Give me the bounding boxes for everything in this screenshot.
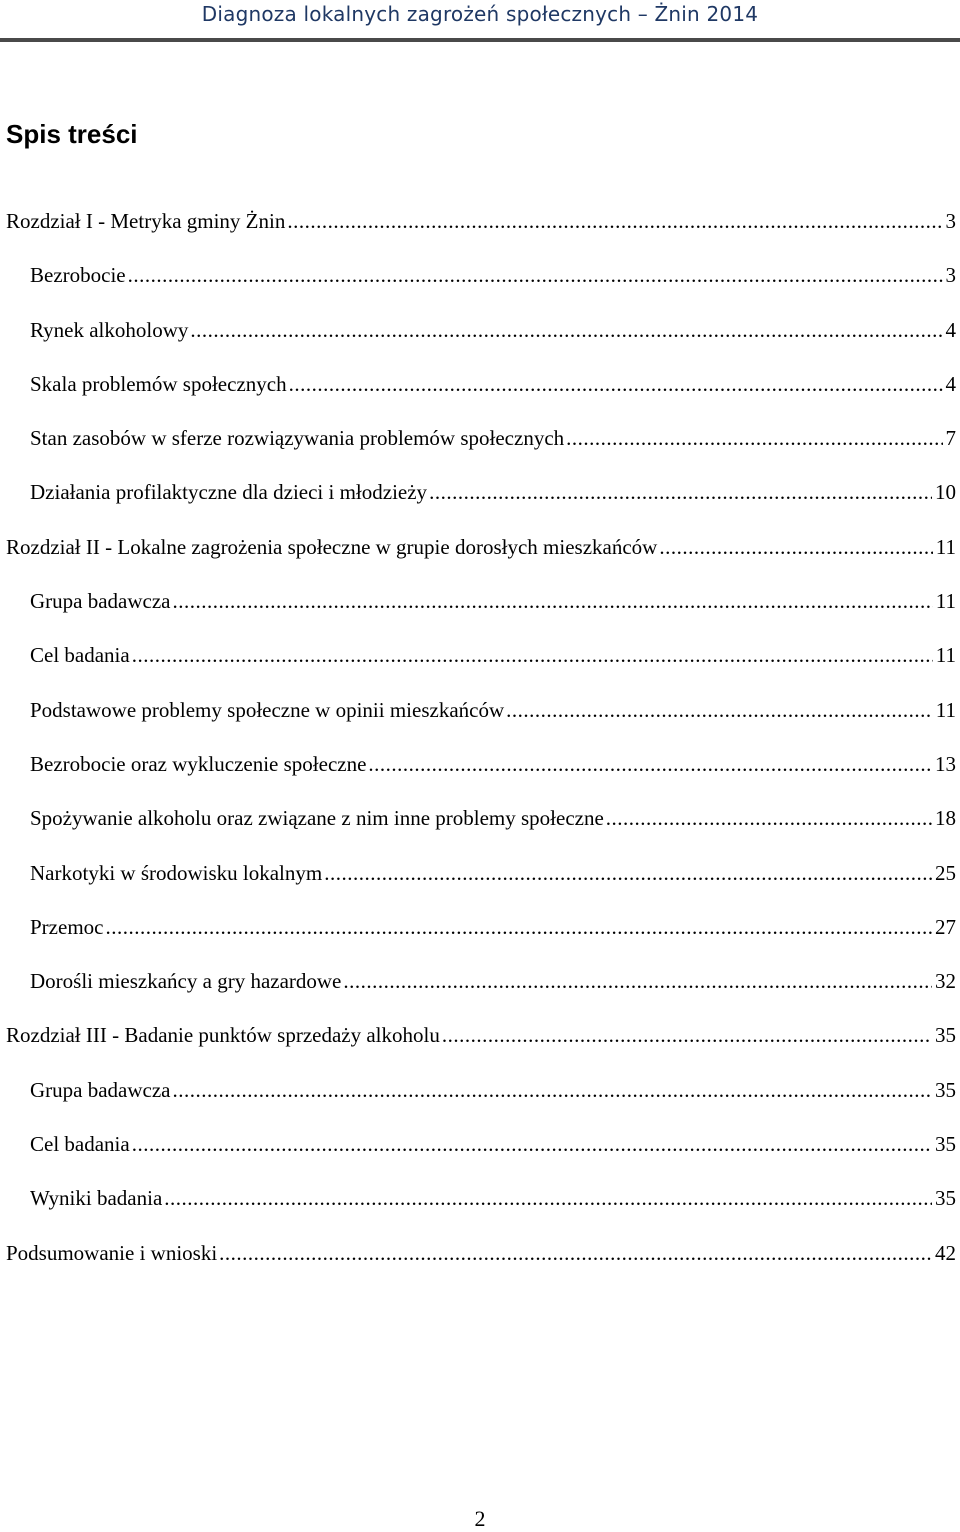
toc-entry[interactable]: [0, 258, 956, 312]
toc-entry-title: Podstawowe problemy społeczne w opinii mieszkańców: [30, 697, 505, 722]
toc-entry[interactable]: [0, 475, 956, 529]
toc-entry[interactable]: [0, 367, 956, 421]
toc-entry[interactable]: [0, 204, 956, 258]
toc-entry-page: 42: [935, 1240, 956, 1265]
dot-leader: [190, 313, 942, 347]
toc-entry-page: 11: [935, 697, 956, 722]
toc-entry[interactable]: [0, 421, 956, 475]
toc-entry[interactable]: [0, 584, 956, 638]
toc-entry[interactable]: [0, 1181, 956, 1235]
dot-leader: [368, 747, 932, 781]
toc-entry-title: Przemoc: [30, 914, 104, 939]
page-number: 2: [474, 1506, 486, 1531]
dot-leader: [287, 204, 942, 238]
dot-leader: [659, 530, 932, 564]
toc-entry-page: 35: [935, 1077, 956, 1102]
toc-entry-page: 32: [935, 969, 956, 994]
toc-entry[interactable]: [0, 1073, 956, 1127]
toc-entry-title: Cel badania: [30, 643, 130, 668]
dot-leader: [128, 258, 943, 292]
dot-leader: [324, 856, 932, 890]
toc-entry-page: 11: [935, 643, 956, 668]
toc-entry-page: 3: [945, 209, 956, 233]
toc-entry[interactable]: [0, 1236, 956, 1290]
dot-leader: [289, 367, 943, 401]
toc-entry-title: Grupa badawcza: [30, 589, 171, 614]
toc-entry-page: 11: [935, 534, 956, 559]
toc-entry-page: 35: [935, 1186, 956, 1211]
toc-entry-title: Rozdział I - Metryka gminy Żnin: [6, 209, 286, 233]
toc-entry[interactable]: [0, 856, 956, 910]
toc-entry-title: Skala problemów społecznych: [30, 371, 287, 396]
dot-leader: [566, 421, 942, 455]
table-of-contents: [0, 204, 956, 1290]
toc-entry-page: 4: [945, 371, 956, 396]
toc-entry-title: Bezrobocie: [30, 263, 126, 288]
dot-leader: [132, 638, 933, 672]
toc-entry-title: Wyniki badania: [30, 1186, 163, 1211]
toc-entry[interactable]: [0, 1018, 956, 1072]
toc-entry-title: Rynek alkoholowy: [30, 317, 189, 342]
dot-leader: [442, 1018, 932, 1052]
toc-entry-page: 27: [935, 914, 956, 939]
toc-entry[interactable]: [0, 1127, 956, 1181]
toc-entry[interactable]: [0, 801, 956, 855]
dot-leader: [506, 693, 933, 727]
dot-leader: [164, 1181, 932, 1215]
toc-entry-page: 3: [945, 263, 956, 288]
toc-entry-title: Rozdział II - Lokalne zagrożenia społeczne w grupie dorosłych mieszkańców: [6, 534, 658, 559]
toc-entry[interactable]: [0, 313, 956, 367]
toc-entry-page: 4: [945, 317, 956, 342]
toc-entry[interactable]: [0, 747, 956, 801]
toc-entry-title: Cel badania: [30, 1132, 130, 1157]
dot-leader: [219, 1236, 932, 1270]
running-header: Diagnoza lokalnych zagrożeń społecznych – Żnin 2014: [201, 2, 759, 26]
toc-entry-page: 11: [935, 589, 956, 614]
toc-entry-title: Spożywanie alkoholu oraz związane z nim inne problemy społeczne: [30, 806, 604, 831]
toc-entry-title: Działania profilaktyczne dla dzieci i młodzieży: [30, 480, 428, 505]
toc-entry-page: 35: [935, 1132, 956, 1157]
dot-leader: [132, 1127, 932, 1161]
dot-leader: [173, 584, 933, 618]
toc-entry-title: Rozdział III - Badanie punktów sprzedaży alkoholu: [6, 1023, 440, 1048]
dot-leader: [343, 964, 932, 998]
header-divider: [0, 38, 960, 42]
toc-entry-title: Grupa badawcza: [30, 1077, 171, 1102]
toc-entry[interactable]: [0, 964, 956, 1018]
toc-entry[interactable]: [0, 530, 956, 584]
dot-leader: [429, 475, 932, 509]
toc-entry-page: 10: [935, 480, 956, 505]
toc-entry-title: Bezrobocie oraz wykluczenie społeczne: [30, 751, 367, 776]
toc-entry-page: 13: [935, 751, 956, 776]
toc-entry-page: 18: [935, 806, 956, 831]
toc-heading: Spis treści: [6, 119, 138, 149]
toc-entry-title: Dorośli mieszkańcy a gry hazardowe: [30, 969, 342, 994]
toc-entry-title: Podsumowanie i wnioski: [6, 1240, 218, 1265]
toc-entry-page: 25: [935, 860, 956, 885]
toc-entry-page: 35: [935, 1023, 956, 1048]
dot-leader: [173, 1073, 933, 1107]
toc-entry[interactable]: [0, 693, 956, 747]
toc-entry[interactable]: [0, 638, 956, 692]
toc-entry-title: Narkotyki w środowisku lokalnym: [30, 860, 323, 885]
dot-leader: [606, 801, 932, 835]
toc-entry-title: Stan zasobów w sferze rozwiązywania problemów społecznych: [30, 426, 565, 451]
dot-leader: [105, 910, 932, 944]
toc-entry[interactable]: [0, 910, 956, 964]
toc-entry-page: 7: [945, 426, 956, 451]
